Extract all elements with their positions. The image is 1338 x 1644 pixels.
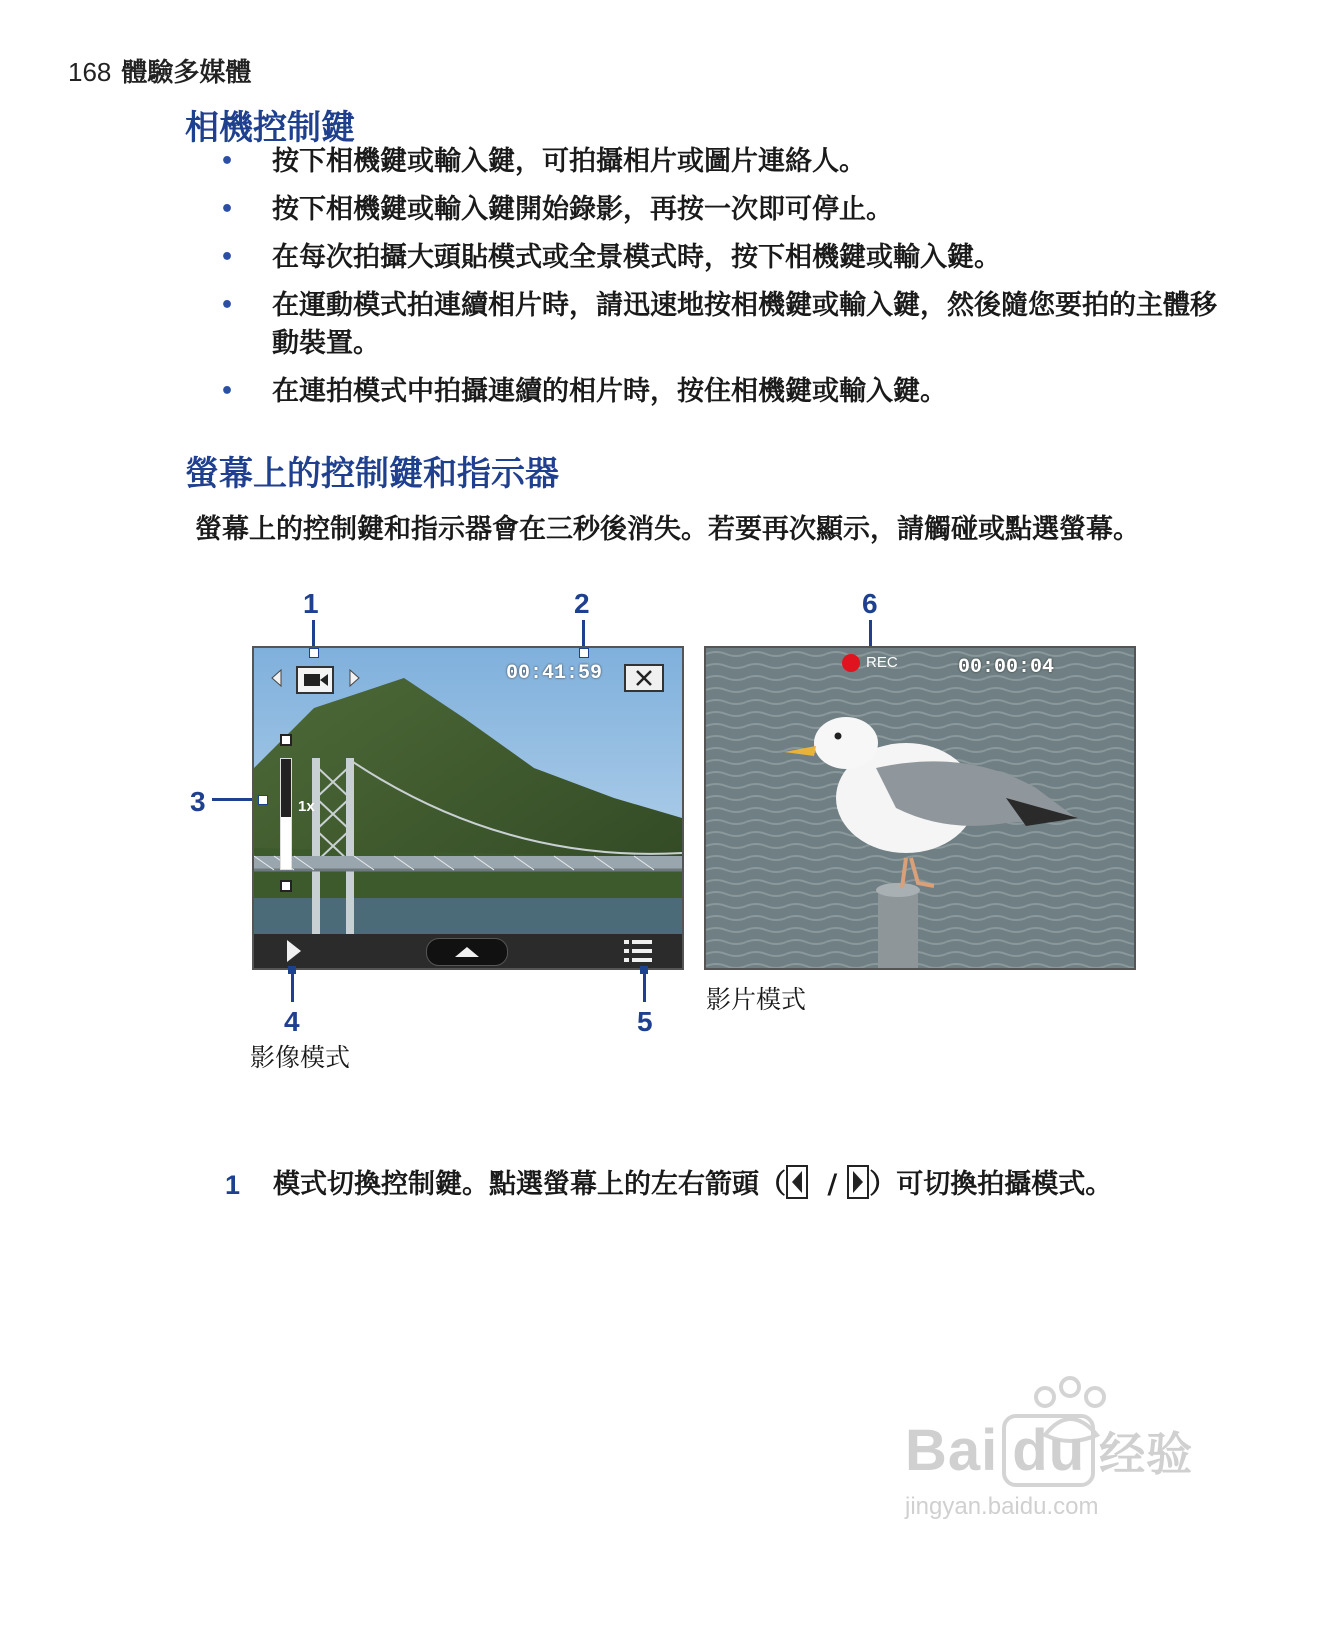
item-term: 模式切換控制鍵。 [273,1169,489,1200]
photo-mode-screen [252,646,684,970]
watermark-brand-c: 经验 [1099,1428,1194,1480]
zoom-level: 1x [298,798,315,815]
callout-6: 6 [862,588,878,619]
close-icon [626,666,662,690]
watermark-brand-a: Bai [905,1418,999,1483]
watermark-url: jingyan.baidu.com [905,1493,1099,1520]
bullet-item: • 在每次拍攝大頭貼模式或全景模式時，按下相機鍵或輸入鍵。 [220,239,1220,277]
play-icon[interactable] [284,938,304,964]
bullet-item: • 在運動模式拍連續相片時，請迅速地按相機鍵或輸入鍵，然後隨您要拍的主體移動裝置。 [220,287,1220,363]
callout-5: 5 [637,1006,653,1037]
section-heading-onscreen-controls: 螢幕上的控制鍵和指示器 [185,454,559,494]
left-arrow-button-icon [786,1165,808,1199]
recording-time: 00:00:04 [958,656,1055,679]
bullet-item: • 按下相機鍵或輸入鍵開始錄影，再按一次即可停止。 [220,191,1220,229]
menu-icon[interactable] [622,938,654,964]
photo-mode-caption: 影像模式 [250,1043,351,1072]
callout-1: 1 [303,588,319,619]
section-heading-camera-controls: 相機控制鍵 [185,108,355,148]
watermark-brand-b: du [1002,1414,1095,1487]
bullet-item: • 在連拍模式中拍攝連續的相片時，按住相機鍵或輸入鍵。 [220,373,1220,411]
page-header [68,52,251,89]
bridge-photo [254,648,682,968]
zoom-in-icon[interactable] [280,734,292,746]
remaining-time: 00:41:59 [506,662,603,685]
record-indicator-icon [842,654,860,672]
close-button[interactable] [624,664,664,692]
zoom-slider[interactable] [280,758,292,870]
rec-label: REC [866,654,898,671]
mode-right-arrow-icon[interactable] [348,668,362,688]
item-number: 1 [225,1170,241,1200]
callout-5-anchor [640,966,648,974]
callout-3: 3 [190,786,206,817]
video-mode-screen [704,646,1136,970]
callout-4: 4 [284,1006,300,1037]
item-text-b: ）可切換拍攝模式。 [869,1169,1113,1200]
callout-2: 2 [574,588,590,619]
callout-3-anchor [258,795,268,805]
separator: / [827,1169,838,1200]
page-number: 168 [68,57,112,87]
zoom-slider-fill [281,817,291,869]
callout-2-anchor [579,648,589,658]
seagull-photo [706,648,1134,968]
section-intro: 螢幕上的控制鍵和指示器會在三秒後消失。若要再次顯示，請觸碰或點選螢幕。 [195,514,1140,545]
right-arrow-button-icon [847,1165,869,1199]
mode-left-arrow-icon[interactable] [269,668,283,688]
bottom-toolbar [254,934,682,968]
bullet-list [220,143,1220,421]
video-mode-caption: 影片模式 [706,985,807,1014]
up-arrow-icon [427,939,507,965]
callout-1-anchor [309,648,319,658]
chapter-title: 體驗多媒體 [121,58,252,88]
numbered-item [225,1165,1205,1205]
callout-4-anchor [288,966,296,974]
video-camera-mode-icon[interactable] [296,666,334,694]
expand-menu-button[interactable] [426,938,508,966]
item-text-a: 點選螢幕上的左右箭頭（ [489,1169,786,1200]
bullet-item: • 按下相機鍵或輸入鍵，可拍攝相片或圖片連絡人。 [220,143,1220,181]
zoom-out-icon[interactable] [280,880,292,892]
